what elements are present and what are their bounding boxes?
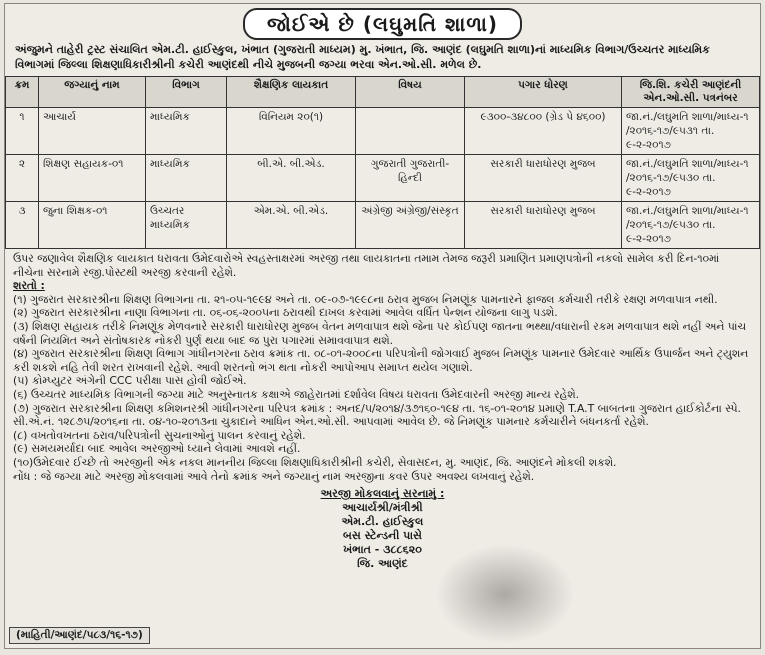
address-line: બસ સ્ટેન્ડની પાસે: [343, 529, 422, 543]
header-number: ક્રમ: [6, 77, 39, 108]
terms-heading: શરતો :: [13, 279, 45, 293]
row-subject: ગુજરાતી ગુજરાતી-હિન્દી: [356, 155, 465, 202]
condition-item: (૭) ગુજરાત સરકારશ્રીના શિક્ષણ કમિશનરશ્રી ગાંધીનગરના પરિપત્ર ક્રમાંક : અનદ/૫/૨૦૧૪/૩૭૧૬૦-૧૯૪ તા. ૧૬-૦૧-૨૦૧૪ પ્રમાણે T.A.T બાબતના ગુજરાત હાઈકોર્ટના સ્પે. સી.એ.નં. ૧૨૮૭૫/૨૦૧૬ના તા. ૦૪-૧૦-૨૦૧૩ના ચુકાદાને આધિન એન.ઓ.સી. આપવામાં આવેલ છે. જે નિમણૂંક પામનાર કર્મચારીને બંધનકર્તા રહેશે.: [13, 401, 741, 429]
condition-item: (૯) સમયમર્યાદા બાદ આવેલ અરજીઓ ધ્યાને લેવામાં આવશે નહીં.: [13, 442, 301, 456]
table-row: [6, 202, 760, 249]
condition-item: (૨) ગુજરાત સરકારશ્રીના નાણા વિભાગના તા. ૦૬-૦૬-૨૦૦૫ના ઠરાવથી દાખલ કરવામાં આવેલ વર્ધિત પેન્શન યોજના લાગુ પડશે.: [13, 306, 558, 320]
row-pay-scale: સરકારી ધારાધોરણ મુજબ: [465, 202, 622, 249]
row-post: શિક્ષણ સહાયક-૦૧: [39, 155, 146, 202]
row-qualification: વિનિયમ ૨૦(૧): [227, 108, 356, 155]
header-department: વિભાગ: [146, 77, 227, 108]
table-header-row: [6, 77, 760, 108]
row-department: માધ્યમિક: [146, 108, 227, 155]
note-text: નોંધ : જે જગ્યા માટે અરજી મોકલવામાં આવે તેનો ક્રમાંક અને જગ્યાનું નામ અરજીના કવર ઉપર અવશ્ય લખવાનું રહેશે.: [13, 469, 535, 483]
address-line: ખંભાત - ૩૮૮૬૨૦: [343, 543, 422, 557]
address-block: [5, 487, 760, 571]
row-pay-scale: ૯૩૦૦-૩૪૮૦૦ (ગ્રેડ પે ૪૬૦૦): [465, 108, 622, 155]
condition-item: (૧) ગુજરાત સરકારશ્રીના શિક્ષણ વિભાગના તા. ૨૧-૦૫-૧૯૯૪ અને તા. ૦૯-૦૭-૧૯૯૮ના ઠરાવ મુજબ નિમણૂંક પામનારને ફાજલ કર્મચારી તરીકે રક્ષણ મળવાપાત્ર નથી.: [13, 292, 718, 306]
row-subject: અંગ્રેજી અંગ્રેજી/સંસ્કૃત: [356, 202, 465, 249]
instruction-paragraph: ઉપર જણાવેલ શૈક્ષણિક લાયકાત ધરાવતા ઉમેદવારોએ સ્વહસ્તાક્ષરમાં અરજી તથા લાયકાતના તમામ તેમજ જરૂરી પ્રમાણિત પ્રમાણપત્રોની નકલો સામેલ કરી દિન-૧૦માં નીચેના સરનામે રજી.પોસ્ટથી અરજી કરવાની રહેશે.: [13, 252, 720, 279]
intro-text: અંજુમને તાહેરી ટ્રસ્ટ સંચાલિત એમ.ટી. હાઈસ્કુલ, ખંભાત (ગુજરાતી માધ્યમ) મુ. ખંભાત, જિ. આણંદ (લઘુમતિ શાળા)નાં માધ્યમિક વિભાગ/ઉચ્ચતર માધ્યમિક વિભાગમાં જિલ્લા શિક્ષણાધિકારીશ્રીની કચેરી આણંદથી નીચે મુજબની જગ્યા ભરવા એન.ઓ.સી. મળેલ છે.: [15, 43, 710, 71]
row-noc-reference: જા.નં./લઘુમતિ શાળા/માધ્ય-૧ /૨૦૧૬-૧૭/૯૫૩૦ તા. ૯-૨-૨૦૧૭: [622, 202, 760, 249]
condition-item: (૧૦)ઉમેદવાર ઈચ્છે તો અરજીની એક નકલ માનનીય જિલ્લા શિક્ષણાધિકારીશ્રીની કચેરી, સેવાસદન, મુ. આણંદ, જિ. આણંદને મોકલી શકશે.: [13, 455, 617, 469]
row-post: આચાર્ય: [39, 108, 146, 155]
address-line: જિ. આણંદ: [357, 557, 408, 571]
table-row: [6, 155, 760, 202]
row-department: ઉચ્ચતર માધ્યમિક: [146, 202, 227, 249]
row-number: ૧: [6, 108, 39, 155]
row-noc-reference: જા.નં./લઘુમતિ શાળા/માધ્ય-૧ /૨૦૧૬-૧૭/૯૫૩૦ તા. ૯-૨-૨૦૧૭: [622, 155, 760, 202]
condition-item: (૩) શિક્ષણ સહાયક તરીકે નિમણૂંક મેળવનારે સરકારી ધારાધોરણ મુજબ વેતન મળવાપાત્ર થશે જેના પર કોઈપણ જાતના ભથ્થા/વધારાની રકમ મળવાપાત્ર થશે નહીં અને પાંચ વર્ષની નિયમિત અને સંતોષકારક નોકરી પુર્ણ થયા બાદ જ પુરા પગારમાં સમાવવાપાત્ર થશે.: [13, 319, 746, 347]
address-line: આચાર્યશ્રી/મંત્રીશ્રી: [342, 501, 423, 515]
row-qualification: બી.એ. બી.એડ.: [227, 155, 356, 202]
table-row: [6, 108, 760, 155]
header-post: જગ્યાનું નામ: [39, 77, 146, 108]
reference-box: (માહિતી/આણંદ/૫૮૩/૧૬-૧૭): [9, 627, 150, 644]
header-noc-reference: જિ.શિ. કચેરી આણંદની એન.ઓ.સી. પત્રનંબર: [622, 77, 760, 108]
condition-item: (૫) કોમ્પ્યુટર અંગેની CCC પરીક્ષા પાસ હોવી જોઈએ.: [13, 374, 247, 388]
row-noc-reference: જા.નં./લઘુમતિ શાળા/માધ્ય-૧ /૨૦૧૬-૧૭/૯૫૩૧ તા. ૯-૨-૨૦૧૭: [622, 108, 760, 155]
advertisement-page: [4, 3, 761, 649]
address-line: એમ.ટી. હાઈસ્કુલ: [341, 515, 424, 529]
conditions-list: [13, 293, 752, 470]
row-subject: [356, 108, 465, 155]
address-heading: અરજી મોકલવાનું સરનામું :: [320, 487, 445, 501]
header-qualification: શૈક્ષણિક લાયકાત: [227, 77, 356, 108]
vacancy-table: [5, 76, 760, 249]
row-number: ૩: [6, 202, 39, 249]
row-qualification: એમ.એ. બી.એડ.: [227, 202, 356, 249]
header-pay-scale: પગાર ધોરણ: [465, 77, 622, 108]
row-department: માધ્યમિક: [146, 155, 227, 202]
condition-item: (૬) ઉચ્ચતર માધ્યમિક વિભાગની જગ્યા માટે અનુસ્નાતક કક્ષાએ જાહેરાતમાં દર્શાવેલ વિષય ધરાવતા ઉમેદવારની અરજી માન્ય રહેશે.: [13, 387, 580, 401]
header-subject: વિષય: [356, 77, 465, 108]
title-wrap: [5, 8, 760, 40]
condition-item: (૮) વખતોવખતના ઠરાવ/પરિપત્રોની સુચનાઓનું પાલન કરવાનું રહેશે.: [13, 428, 306, 442]
condition-item: (૪) ગુજરાત સરકારશ્રીના શિક્ષણ વિભાગ ગાંધીનગરના ઠરાવ ક્રમાંક તા. ૦૮-૦૧-૨૦૦૮ના પરિપત્રોની જોગવાઈ મુજબ નિમણૂંક પામનાર ઉમેદવાર આર્થિક ઉપાર્જન અને ટ્યુશન કરી શકશે નહિ તેવી શરત રાખવાની રહેશે. આવી શરતનો ભંગ થતા નોકરી આપોઆપ સમાપ્ત થયેલ ગણાશે.: [13, 347, 749, 374]
row-pay-scale: સરકારી ધારાધોરણ મુજબ: [465, 155, 622, 202]
row-number: ૨: [6, 155, 39, 202]
body-text: [5, 249, 760, 483]
row-post: જુના શિક્ષક-૦૧: [39, 202, 146, 249]
page-title: જોઈએ છે (લઘુમતિ શાળા): [243, 8, 522, 40]
